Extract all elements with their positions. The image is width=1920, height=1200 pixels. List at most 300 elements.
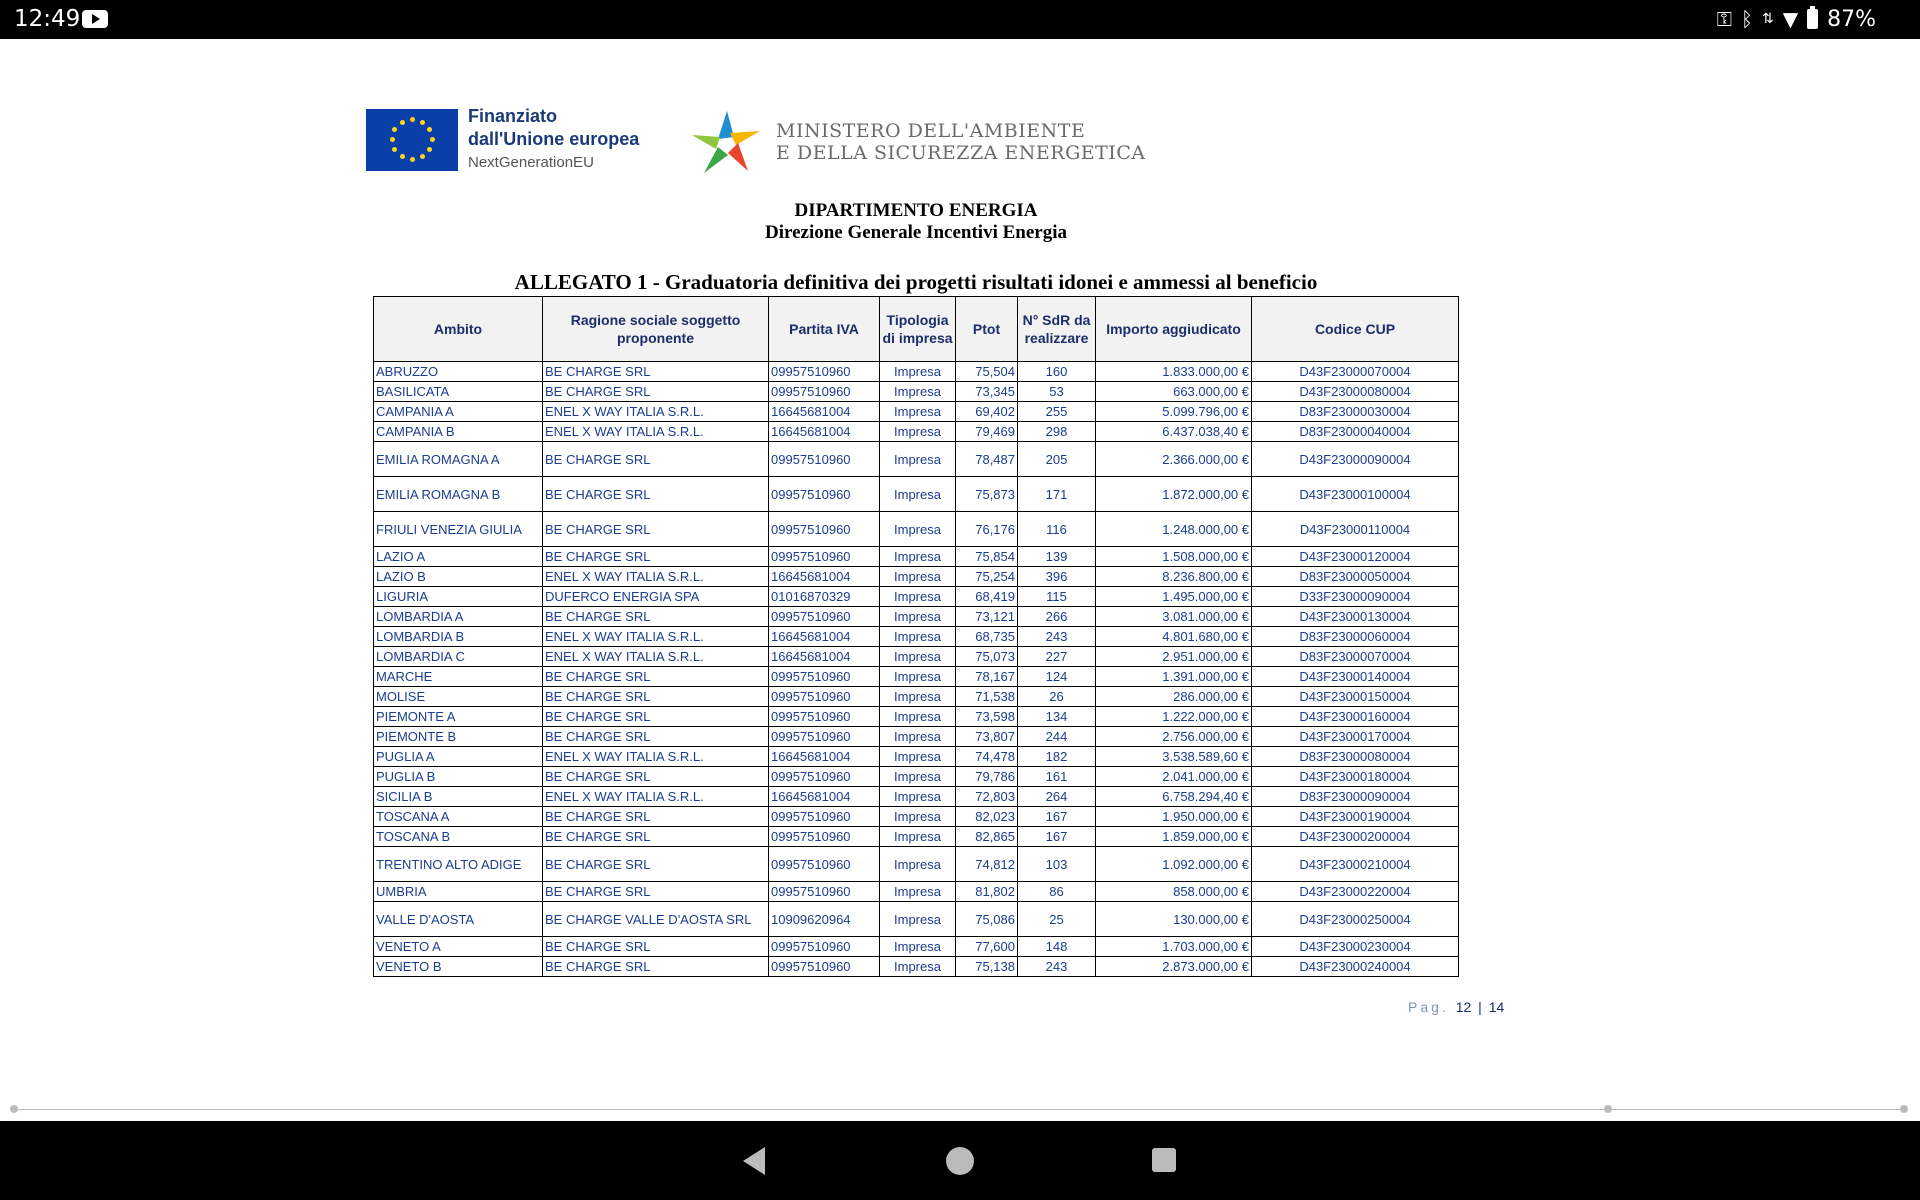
table-cell: 6.437.038,40 €	[1096, 422, 1252, 442]
table-cell: Impresa	[880, 807, 956, 827]
eu-star-icon	[410, 157, 415, 162]
table-cell: Impresa	[880, 687, 956, 707]
eu-funding-logo	[366, 105, 639, 174]
table-cell: D43F23000190004	[1252, 807, 1459, 827]
table-cell: 243	[1018, 627, 1096, 647]
table-row	[374, 647, 1459, 667]
table-cell: 1.859.000,00 €	[1096, 827, 1252, 847]
table-cell: 75,854	[956, 547, 1018, 567]
table-cell: 74,478	[956, 747, 1018, 767]
table-cell: D83F23000060004	[1252, 627, 1459, 647]
table-cell: CAMPANIA A	[374, 402, 543, 422]
table-cell: 396	[1018, 567, 1096, 587]
ranking-table	[373, 296, 1459, 977]
table-cell: 160	[1018, 362, 1096, 382]
table-cell: 858.000,00 €	[1096, 882, 1252, 902]
table-row	[374, 707, 1459, 727]
ministry-line1: MINISTERO DELL'AMBIENTE	[776, 120, 1086, 142]
table-cell: LIGURIA	[374, 587, 543, 607]
table-cell: 3.538.589,60 €	[1096, 747, 1252, 767]
table-row	[374, 787, 1459, 807]
table-cell: 09957510960	[769, 442, 880, 477]
table-cell: D83F23000070004	[1252, 647, 1459, 667]
eu-star-icon	[430, 137, 435, 142]
table-cell: 09957510960	[769, 957, 880, 977]
scrollbar-start-handle[interactable]	[10, 1105, 18, 1113]
eu-star-icon	[420, 120, 425, 125]
table-cell: 09957510960	[769, 362, 880, 382]
table-cell: Impresa	[880, 882, 956, 902]
table-cell: BE CHARGE SRL	[543, 547, 769, 567]
eu-logo-line1: Finanziato	[468, 106, 557, 126]
table-cell: FRIULI VENEZIA GIULIA	[374, 512, 543, 547]
table-cell: LAZIO B	[374, 567, 543, 587]
table-cell: 10909620964	[769, 902, 880, 937]
table-cell: 1.495.000,00 €	[1096, 587, 1252, 607]
table-cell: D43F23000230004	[1252, 937, 1459, 957]
table-cell: 1.508.000,00 €	[1096, 547, 1252, 567]
table-cell: 243	[1018, 957, 1096, 977]
table-cell: 2.951.000,00 €	[1096, 647, 1252, 667]
table-cell: ENEL X WAY ITALIA S.R.L.	[543, 422, 769, 442]
table-cell: PUGLIA B	[374, 767, 543, 787]
table-cell: 255	[1018, 402, 1096, 422]
table-cell: Impresa	[880, 937, 956, 957]
table-cell: 1.833.000,00 €	[1096, 362, 1252, 382]
table-row	[374, 567, 1459, 587]
table-cell: BE CHARGE SRL	[543, 707, 769, 727]
table-cell: 167	[1018, 807, 1096, 827]
table-cell: 148	[1018, 937, 1096, 957]
table-cell: Impresa	[880, 667, 956, 687]
table-cell: D43F23000140004	[1252, 667, 1459, 687]
table-cell: 266	[1018, 607, 1096, 627]
table-cell: D43F23000200004	[1252, 827, 1459, 847]
table-cell: D43F23000070004	[1252, 362, 1459, 382]
table-cell: 09957510960	[769, 707, 880, 727]
table-cell: 4.801.680,00 €	[1096, 627, 1252, 647]
table-cell: 73,345	[956, 382, 1018, 402]
horizontal-scrollbar[interactable]	[14, 1109, 1904, 1110]
table-cell: D43F23000240004	[1252, 957, 1459, 977]
table-cell: 5.099.796,00 €	[1096, 402, 1252, 422]
table-cell: BE CHARGE SRL	[543, 687, 769, 707]
table-cell: 1.092.000,00 €	[1096, 847, 1252, 882]
table-cell: Impresa	[880, 382, 956, 402]
table-cell: 25	[1018, 902, 1096, 937]
table-cell: D83F23000030004	[1252, 402, 1459, 422]
table-cell: D43F23000110004	[1252, 512, 1459, 547]
table-cell: 75,086	[956, 902, 1018, 937]
table-cell: TRENTINO ALTO ADIGE	[374, 847, 543, 882]
table-row	[374, 937, 1459, 957]
scrollbar-thumb-handle[interactable]	[1604, 1105, 1612, 1113]
table-cell: UMBRIA	[374, 882, 543, 902]
table-cell: Impresa	[880, 477, 956, 512]
table-cell: LOMBARDIA A	[374, 607, 543, 627]
eu-logo-line3: NextGenerationEU	[468, 154, 594, 171]
table-cell: BE CHARGE SRL	[543, 512, 769, 547]
table-cell: 2.041.000,00 €	[1096, 767, 1252, 787]
table-cell: 78,487	[956, 442, 1018, 477]
table-cell: 1.950.000,00 €	[1096, 807, 1252, 827]
status-time: 12:49	[14, 6, 81, 32]
table-row	[374, 547, 1459, 567]
table-cell: D43F23000100004	[1252, 477, 1459, 512]
table-cell: Impresa	[880, 847, 956, 882]
table-cell: BE CHARGE SRL	[543, 362, 769, 382]
table-cell: 81,802	[956, 882, 1018, 902]
table-cell: Impresa	[880, 607, 956, 627]
table-cell: Impresa	[880, 402, 956, 422]
table-cell: Impresa	[880, 647, 956, 667]
table-cell: 161	[1018, 767, 1096, 787]
table-cell: 139	[1018, 547, 1096, 567]
table-cell: MOLISE	[374, 687, 543, 707]
table-cell: 244	[1018, 727, 1096, 747]
table-cell: 227	[1018, 647, 1096, 667]
table-cell: 26	[1018, 687, 1096, 707]
eu-star-icon	[427, 127, 432, 132]
table-cell: BE CHARGE SRL	[543, 382, 769, 402]
table-cell: EMILIA ROMAGNA B	[374, 477, 543, 512]
table-cell: BASILICATA	[374, 382, 543, 402]
table-cell: 663.000,00 €	[1096, 382, 1252, 402]
table-cell: 16645681004	[769, 422, 880, 442]
table-cell: D43F23000220004	[1252, 882, 1459, 902]
table-cell: BE CHARGE SRL	[543, 767, 769, 787]
table-cell: TOSCANA A	[374, 807, 543, 827]
col-header: Ragione sociale soggetto proponente	[543, 297, 769, 362]
table-cell: BE CHARGE SRL	[543, 607, 769, 627]
table-cell: 264	[1018, 787, 1096, 807]
table-cell: 82,865	[956, 827, 1018, 847]
table-cell: 09957510960	[769, 827, 880, 847]
table-cell: 205	[1018, 442, 1096, 477]
table-cell: DUFERCO ENERGIA SPA	[543, 587, 769, 607]
eu-star-icon	[400, 154, 405, 159]
table-cell: 6.758.294,40 €	[1096, 787, 1252, 807]
table-cell: 09957510960	[769, 382, 880, 402]
table-cell: 130.000,00 €	[1096, 902, 1252, 937]
table-cell: 09957510960	[769, 547, 880, 567]
table-row	[374, 807, 1459, 827]
table-cell: 124	[1018, 667, 1096, 687]
table-cell: 77,600	[956, 937, 1018, 957]
vpn-key-icon: ⚿	[1716, 7, 1732, 31]
table-cell: 2.873.000,00 €	[1096, 957, 1252, 977]
table-cell: 75,138	[956, 957, 1018, 977]
table-cell: Impresa	[880, 902, 956, 937]
table-cell: 09957510960	[769, 667, 880, 687]
table-cell: 73,807	[956, 727, 1018, 747]
table-cell: ABRUZZO	[374, 362, 543, 382]
table-cell: Impresa	[880, 727, 956, 747]
table-cell: Impresa	[880, 767, 956, 787]
table-cell: 68,419	[956, 587, 1018, 607]
table-cell: CAMPANIA B	[374, 422, 543, 442]
table-cell: 09957510960	[769, 847, 880, 882]
table-row	[374, 847, 1459, 882]
table-cell: BE CHARGE SRL	[543, 477, 769, 512]
back-icon[interactable]	[743, 1147, 765, 1175]
table-cell: D83F23000050004	[1252, 567, 1459, 587]
page-separator: |	[1478, 999, 1482, 1015]
table-cell: 74,812	[956, 847, 1018, 882]
table-cell: 16645681004	[769, 567, 880, 587]
table-cell: D43F23000170004	[1252, 727, 1459, 747]
table-cell: 72,803	[956, 787, 1018, 807]
table-cell: PUGLIA A	[374, 747, 543, 767]
table-cell: Impresa	[880, 587, 956, 607]
table-cell: D43F23000180004	[1252, 767, 1459, 787]
table-cell: BE CHARGE SRL	[543, 847, 769, 882]
table-cell: D43F23000160004	[1252, 707, 1459, 727]
eu-star-icon	[390, 137, 395, 142]
table-cell: D43F23000150004	[1252, 687, 1459, 707]
table-cell: PIEMONTE B	[374, 727, 543, 747]
table-row	[374, 767, 1459, 787]
annex-title: ALLEGATO 1 - Graduatoria definitiva dei progetti risultati idonei e ammessi al beneficio	[514, 270, 1318, 294]
eu-star-icon	[427, 147, 432, 152]
table-cell: VENETO A	[374, 937, 543, 957]
table-cell: Impresa	[880, 787, 956, 807]
eu-star-icon	[392, 127, 397, 132]
table-cell: 09957510960	[769, 937, 880, 957]
table-cell: 1.872.000,00 €	[1096, 477, 1252, 512]
table-cell: D83F23000090004	[1252, 787, 1459, 807]
table-cell: Impresa	[880, 422, 956, 442]
youtube-icon	[82, 10, 108, 28]
table-cell: 75,873	[956, 477, 1018, 512]
table-row	[374, 747, 1459, 767]
table-cell: MARCHE	[374, 667, 543, 687]
table-cell: Impresa	[880, 547, 956, 567]
table-cell: Impresa	[880, 442, 956, 477]
table-cell: ENEL X WAY ITALIA S.R.L.	[543, 787, 769, 807]
table-cell: SICILIA B	[374, 787, 543, 807]
table-cell: 09957510960	[769, 767, 880, 787]
table-cell: 75,504	[956, 362, 1018, 382]
eu-flag-icon	[366, 109, 458, 171]
eu-star-icon	[392, 147, 397, 152]
table-cell: 2.756.000,00 €	[1096, 727, 1252, 747]
table-row	[374, 402, 1459, 422]
table-cell: 82,023	[956, 807, 1018, 827]
table-cell: BE CHARGE SRL	[543, 957, 769, 977]
table-row	[374, 442, 1459, 477]
table-cell: 09957510960	[769, 727, 880, 747]
table-cell: Impresa	[880, 567, 956, 587]
status-bar	[0, 0, 1920, 39]
table-cell: D43F23000090004	[1252, 442, 1459, 477]
table-cell: 298	[1018, 422, 1096, 442]
table-cell: 09957510960	[769, 687, 880, 707]
table-cell: 75,254	[956, 567, 1018, 587]
col-header: Ptot	[956, 297, 1018, 362]
table-cell: Impresa	[880, 957, 956, 977]
table-cell: 16645681004	[769, 627, 880, 647]
table-cell: BE CHARGE SRL	[543, 807, 769, 827]
page-label: Pag.	[1408, 999, 1449, 1015]
table-cell: Impresa	[880, 627, 956, 647]
table-cell: 16645681004	[769, 402, 880, 422]
table-cell: D43F23000250004	[1252, 902, 1459, 937]
table-cell: 1.248.000,00 €	[1096, 512, 1252, 547]
table-cell: ENEL X WAY ITALIA S.R.L.	[543, 402, 769, 422]
eu-star-icon	[420, 154, 425, 159]
table-cell: 09957510960	[769, 607, 880, 627]
eu-logo-line2: dall'Unione europea	[468, 129, 640, 149]
page-total: 14	[1488, 999, 1505, 1015]
table-cell: 69,402	[956, 402, 1018, 422]
table-cell: 2.366.000,00 €	[1096, 442, 1252, 477]
table-cell: 3.081.000,00 €	[1096, 607, 1252, 627]
table-cell: LOMBARDIA B	[374, 627, 543, 647]
table-cell: TOSCANA B	[374, 827, 543, 847]
table-row	[374, 587, 1459, 607]
table-cell: 01016870329	[769, 587, 880, 607]
department-title: DIPARTIMENTO ENERGIA	[794, 200, 1038, 221]
table-cell: 79,469	[956, 422, 1018, 442]
table-cell: 116	[1018, 512, 1096, 547]
col-header: N° SdR da realizzare	[1018, 297, 1096, 362]
table-cell: 73,121	[956, 607, 1018, 627]
table-cell: D43F23000120004	[1252, 547, 1459, 567]
ministry-logo	[690, 109, 1146, 175]
table-row	[374, 902, 1459, 937]
col-header: Ambito	[374, 297, 543, 362]
table-header-row	[374, 297, 1459, 362]
table-cell: 171	[1018, 477, 1096, 512]
table-row	[374, 827, 1459, 847]
table-cell: D33F23000090004	[1252, 587, 1459, 607]
table-cell: BE CHARGE SRL	[543, 937, 769, 957]
table-row	[374, 382, 1459, 402]
table-cell: 286.000,00 €	[1096, 687, 1252, 707]
table-cell: 71,538	[956, 687, 1018, 707]
data-arrows-icon: ⇅	[1761, 11, 1774, 27]
table-cell: ENEL X WAY ITALIA S.R.L.	[543, 747, 769, 767]
bluetooth-icon: ᛒ	[1740, 7, 1753, 31]
table-cell: 8.236.800,00 €	[1096, 567, 1252, 587]
table-cell: 1.703.000,00 €	[1096, 937, 1252, 957]
table-row	[374, 667, 1459, 687]
table-cell: 79,786	[956, 767, 1018, 787]
table-cell: 167	[1018, 827, 1096, 847]
battery-icon	[1807, 9, 1818, 29]
table-cell: 1.391.000,00 €	[1096, 667, 1252, 687]
table-cell: Impresa	[880, 707, 956, 727]
navigation-bar	[0, 1121, 1920, 1200]
col-header: Codice CUP	[1252, 297, 1459, 362]
table-cell: LAZIO A	[374, 547, 543, 567]
battery-level: 87%	[1827, 6, 1876, 32]
document-page[interactable]	[0, 39, 1920, 1121]
scrollbar-end-handle[interactable]	[1900, 1105, 1908, 1113]
table-cell: 16645681004	[769, 787, 880, 807]
table-row	[374, 727, 1459, 747]
col-header: Tipologia di impresa	[880, 297, 956, 362]
table-cell: ENEL X WAY ITALIA S.R.L.	[543, 567, 769, 587]
table-cell: Impresa	[880, 362, 956, 382]
table-cell: 134	[1018, 707, 1096, 727]
recents-icon[interactable]	[1152, 1148, 1176, 1172]
table-cell: Impresa	[880, 512, 956, 547]
table-row	[374, 422, 1459, 442]
wifi-icon: ▼	[1782, 7, 1799, 31]
table-cell: 115	[1018, 587, 1096, 607]
table-cell: PIEMONTE A	[374, 707, 543, 727]
table-cell: EMILIA ROMAGNA A	[374, 442, 543, 477]
col-header: Partita IVA	[769, 297, 880, 362]
table-cell: LOMBARDIA C	[374, 647, 543, 667]
table-cell: 53	[1018, 382, 1096, 402]
table-cell: 16645681004	[769, 647, 880, 667]
page-current: 12	[1455, 999, 1472, 1015]
table-cell: 09957510960	[769, 512, 880, 547]
ministry-star-icon	[690, 109, 764, 175]
table-cell: D83F23000040004	[1252, 422, 1459, 442]
table-row	[374, 882, 1459, 902]
table-cell: 73,598	[956, 707, 1018, 727]
table-cell: ENEL X WAY ITALIA S.R.L.	[543, 647, 769, 667]
table-cell: 182	[1018, 747, 1096, 767]
table-cell: 68,735	[956, 627, 1018, 647]
table-cell: BE CHARGE SRL	[543, 882, 769, 902]
table-cell: 09957510960	[769, 807, 880, 827]
table-cell: 09957510960	[769, 882, 880, 902]
ministry-line2: E DELLA SICUREZZA ENERGETICA	[776, 142, 1146, 164]
table-cell: 86	[1018, 882, 1096, 902]
table-cell: 78,167	[956, 667, 1018, 687]
table-row	[374, 362, 1459, 382]
status-icons	[1717, 6, 1876, 32]
table-row	[374, 477, 1459, 512]
table-cell: Impresa	[880, 827, 956, 847]
table-cell: 103	[1018, 847, 1096, 882]
table-row	[374, 627, 1459, 647]
table-cell: D83F23000080004	[1252, 747, 1459, 767]
table-cell: BE CHARGE VALLE D'AOSTA SRL	[543, 902, 769, 937]
table-cell: D43F23000080004	[1252, 382, 1459, 402]
table-cell: 75,073	[956, 647, 1018, 667]
page-number	[1408, 999, 1504, 1015]
table-cell: VALLE D'AOSTA	[374, 902, 543, 937]
table-row	[374, 957, 1459, 977]
eu-star-icon	[400, 120, 405, 125]
eu-star-icon	[410, 117, 415, 122]
table-cell: D43F23000130004	[1252, 607, 1459, 627]
table-cell: 16645681004	[769, 747, 880, 767]
table-cell: BE CHARGE SRL	[543, 827, 769, 847]
home-icon[interactable]	[946, 1147, 974, 1175]
table-cell: Impresa	[880, 747, 956, 767]
table-cell: BE CHARGE SRL	[543, 727, 769, 747]
table-cell: 76,176	[956, 512, 1018, 547]
direction-title: Direzione Generale Incentivi Energia	[764, 222, 1067, 243]
table-cell: 1.222.000,00 €	[1096, 707, 1252, 727]
table-cell: 09957510960	[769, 477, 880, 512]
table-cell: ENEL X WAY ITALIA S.R.L.	[543, 627, 769, 647]
col-header: Importo aggiudicato	[1096, 297, 1252, 362]
table-cell: D43F23000210004	[1252, 847, 1459, 882]
table-row	[374, 607, 1459, 627]
table-row	[374, 687, 1459, 707]
table-cell: BE CHARGE SRL	[543, 667, 769, 687]
table-row	[374, 512, 1459, 547]
table-cell: BE CHARGE SRL	[543, 442, 769, 477]
